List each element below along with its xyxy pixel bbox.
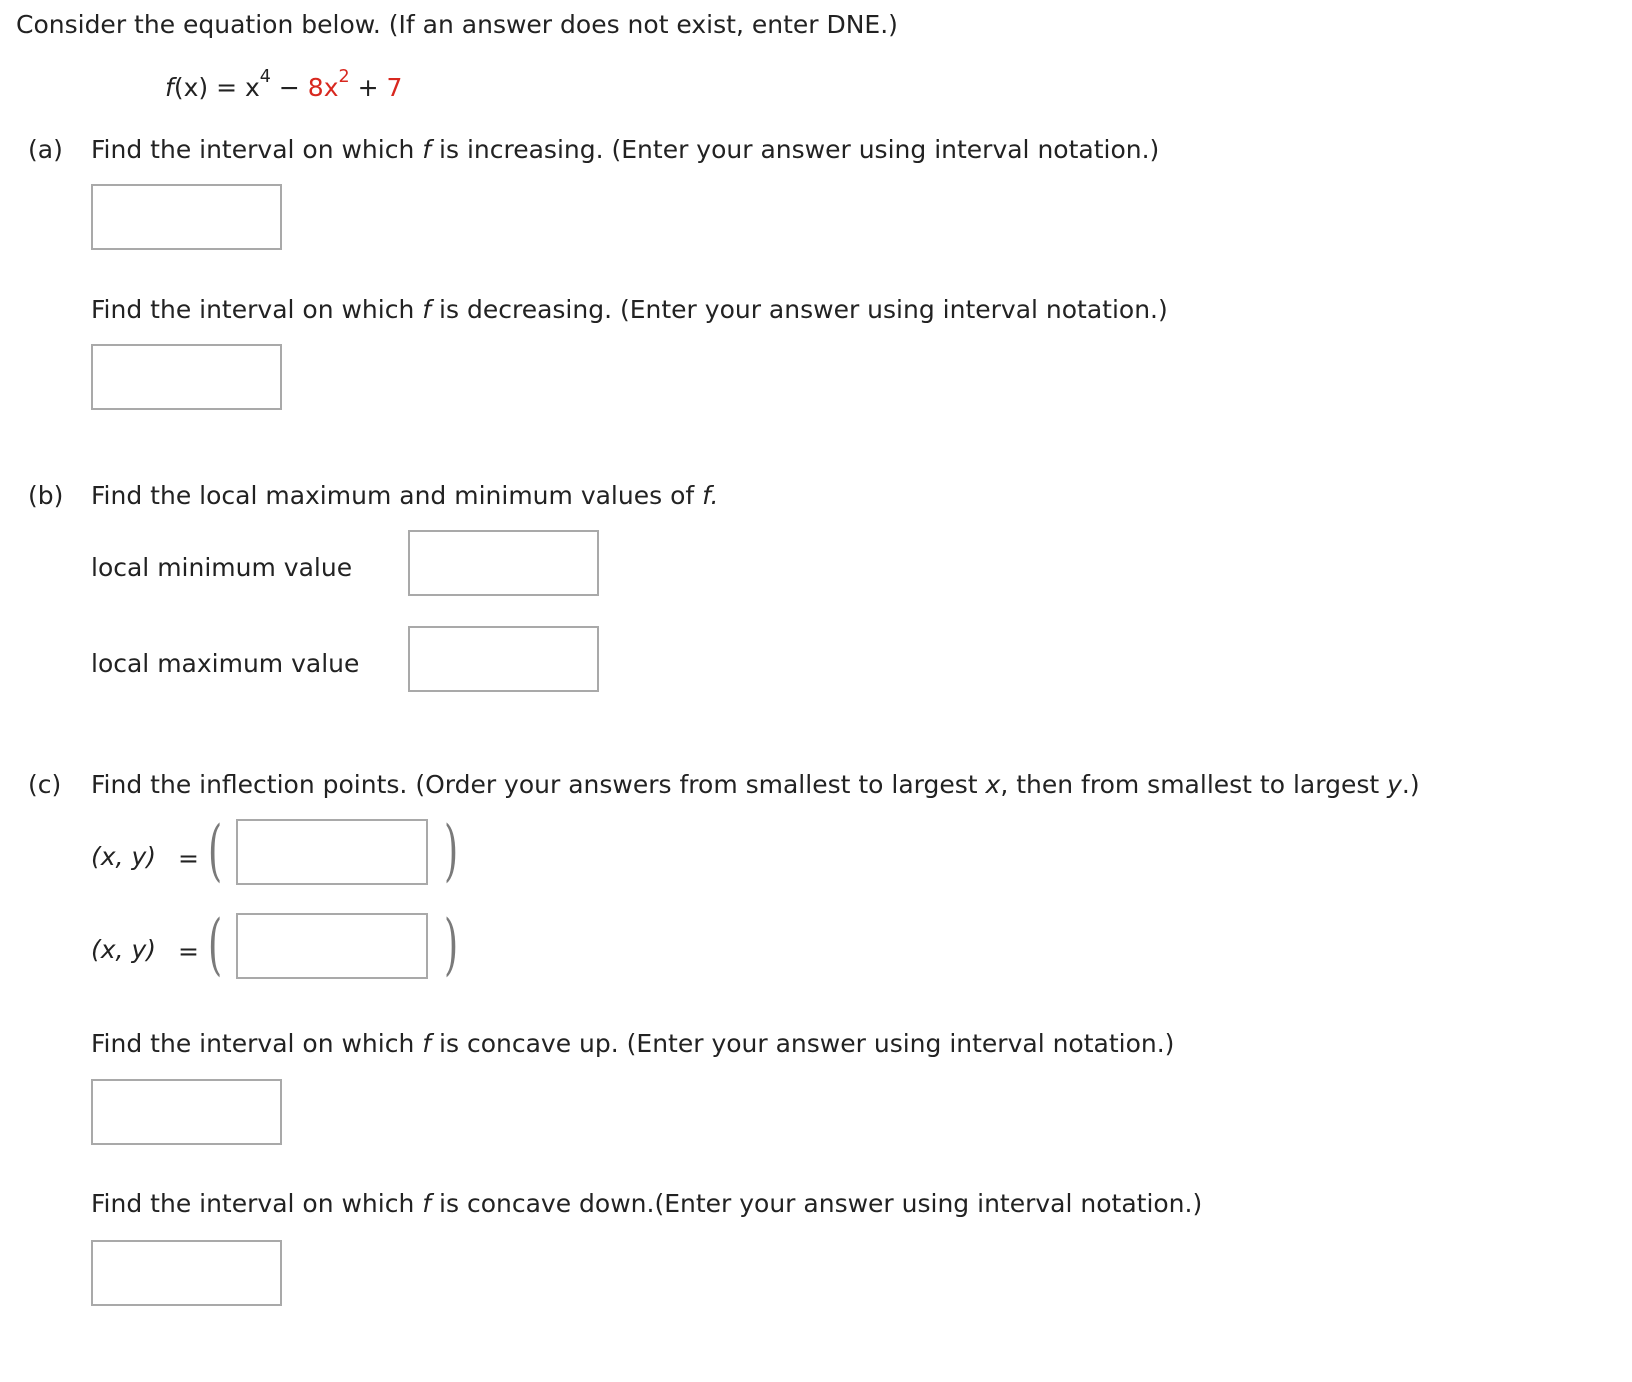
local-max-input[interactable] <box>408 626 599 692</box>
part-b-prompt: Find the local maximum and minimum values of f. <box>91 481 719 510</box>
close-paren-2: ) <box>444 906 459 983</box>
open-paren-2: ( <box>208 906 223 983</box>
coefficient-highlight: $8x^2$ <box>307 67 350 102</box>
close-paren-1: ) <box>444 812 459 889</box>
increasing-interval-input[interactable] <box>91 184 282 250</box>
open-paren-1: ( <box>208 812 223 889</box>
part-c-prompt: Find the inflection points. (Order your answers from smallest to largest x, then from smallest to largest y.) <box>91 770 1420 799</box>
part-c-label: (c) <box>28 770 62 799</box>
concave-down-prompt: Find the interval on which f is concave down.(Enter your answer using interval notation.) <box>91 1189 1203 1218</box>
local-min-label: local minimum value <box>91 553 353 582</box>
inflection-point-2-equals: = <box>178 937 199 966</box>
inflection-point-2-label: (x, y) <box>91 935 156 964</box>
inflection-point-1-label: (x, y) <box>91 842 156 871</box>
concave-up-prompt: Find the interval on which f is concave up. (Enter your answer using interval notation.) <box>91 1029 1175 1058</box>
part-a-increasing-prompt: Find the interval on which f is increasing. (Enter your answer using interval notation.) <box>91 135 1160 164</box>
inflection-point-1-input[interactable] <box>236 819 428 885</box>
inflection-point-2-input[interactable] <box>236 913 428 979</box>
local-min-input[interactable] <box>408 530 599 596</box>
local-max-label: local maximum value <box>91 649 360 678</box>
inflection-point-1-equals: = <box>178 844 199 873</box>
concave-up-input[interactable] <box>91 1079 282 1145</box>
part-a-decreasing-prompt: Find the interval on which f is decreasing. (Enter your answer using interval notation.) <box>91 295 1168 324</box>
function-name: f <box>165 73 174 102</box>
equation: $f(x) = x^4 - 8x^2 + 7$ <box>165 67 403 102</box>
decreasing-interval-input[interactable] <box>91 344 282 410</box>
concave-down-input[interactable] <box>91 1240 282 1306</box>
part-b-label: (b) <box>28 481 64 510</box>
constant-highlight: 7 <box>386 73 403 102</box>
part-a-label: (a) <box>28 135 63 164</box>
intro-text: Consider the equation below. (If an answer does not exist, enter DNE.) <box>16 10 898 39</box>
